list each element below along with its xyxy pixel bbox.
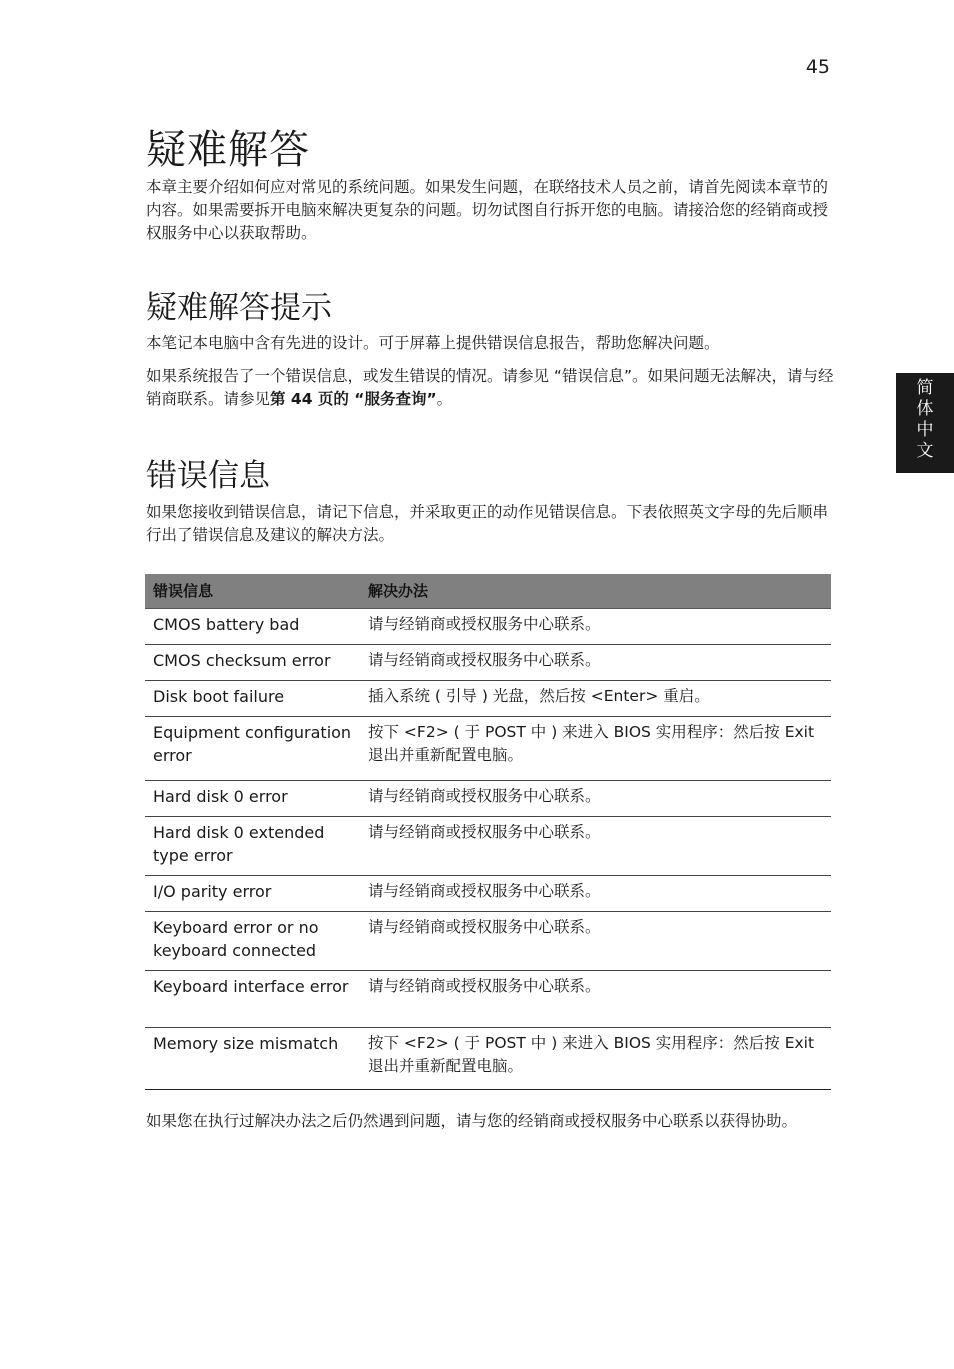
table-row <box>145 717 831 781</box>
table-row <box>145 876 831 912</box>
table-row <box>145 781 831 817</box>
tips-paragraph-2 <box>146 365 836 411</box>
language-tab-char: 文 <box>916 441 934 461</box>
error-message-cell: Keyboard error or no keyboard connected <box>145 912 360 971</box>
tips-paragraph-2-text: 如果系统报告了一个错误信息，或发生错误的情况。请参见 “错误信息”。如果问题无法解决，请与经销商联系。请参见 <box>146 367 834 408</box>
solution-cell: 请与经销商或授权服务中心联系。 <box>360 912 831 971</box>
table-header-row <box>145 574 831 609</box>
errors-intro-paragraph: 如果您接收到错误信息，请记下信息，并采取更正的动作见错误信息。下表依照英文字母的先后顺串行出了错误信息及建议的解决方法。 <box>146 503 829 544</box>
error-message-cell: Equipment configuration error <box>145 717 360 781</box>
language-tab-char: 体 <box>916 399 934 419</box>
error-message-cell: Hard disk 0 error <box>145 781 360 817</box>
solution-cell: 请与经销商或授权服务中心联系。 <box>360 781 831 817</box>
solution-cell: 按下 <F2> ( 于 POST 中 ) 来进入 BIOS 实用程序：然后按 Exit 退出并重新配置电脑。 <box>360 717 831 781</box>
table-row <box>145 971 831 1028</box>
error-message-cell: Hard disk 0 extended type error <box>145 817 360 876</box>
error-message-cell: Keyboard interface error <box>145 971 360 1028</box>
service-reference-link[interactable]: 第 44 页的 “服务查询” <box>270 390 437 408</box>
table-row <box>145 817 831 876</box>
tips-paragraph-2-end: 。 <box>436 390 453 408</box>
column-header-solution: 解决办法 <box>360 574 831 609</box>
tips-heading: 疑难解答提示 <box>146 290 332 326</box>
solution-cell: 请与经销商或授权服务中心联系。 <box>360 971 831 1028</box>
solution-cell: 请与经销商或授权服务中心联系。 <box>360 817 831 876</box>
solution-cell: 请与经销商或授权服务中心联系。 <box>360 876 831 912</box>
solution-cell: 插入系统 ( 引导 ) 光盘，然后按 <Enter> 重启。 <box>360 681 831 717</box>
intro-paragraph: 本章主要介绍如何应对常见的系统问题。如果发生问题，在联络技术人员之前，请首先阅读本章节的内容。如果需要拆开电脑來解决更复杂的问题。切勿试图自行拆开您的电脑。请接洽您的经销商或授权服务中心以获取帮助。 <box>146 178 829 242</box>
tips-paragraph-1: 本笔记本电脑中含有先进的设计。可于屏幕上提供错误信息报告，帮助您解决问题。 <box>146 334 720 352</box>
error-message-cell: CMOS battery bad <box>145 609 360 645</box>
table-row <box>145 609 831 645</box>
table-row <box>145 681 831 717</box>
language-tab <box>896 373 954 473</box>
solution-cell: 按下 <F2> ( 于 POST 中 ) 来进入 BIOS 实用程序：然后按 Exit 退出并重新配置电脑。 <box>360 1028 831 1090</box>
solution-cell: 请与经销商或授权服务中心联系。 <box>360 609 831 645</box>
page-title: 疑难解答 <box>146 127 310 173</box>
error-messages-table <box>145 574 831 1090</box>
error-message-cell: Memory size mismatch <box>145 1028 360 1090</box>
error-message-cell: CMOS checksum error <box>145 645 360 681</box>
closing-paragraph: 如果您在执行过解决办法之后仍然遇到问题，请与您的经销商或授权服务中心联系以获得协助。 <box>146 1112 798 1130</box>
error-message-cell: I/O parity error <box>145 876 360 912</box>
table-row <box>145 912 831 971</box>
table-row <box>145 1028 831 1090</box>
column-header-message: 错误信息 <box>145 574 360 609</box>
table-row <box>145 645 831 681</box>
errors-heading: 错误信息 <box>146 458 270 494</box>
language-tab-char: 中 <box>916 420 934 440</box>
language-tab-char: 简 <box>916 378 934 398</box>
error-message-cell: Disk boot failure <box>145 681 360 717</box>
page-number: 45 <box>805 56 830 78</box>
solution-cell: 请与经销商或授权服务中心联系。 <box>360 645 831 681</box>
